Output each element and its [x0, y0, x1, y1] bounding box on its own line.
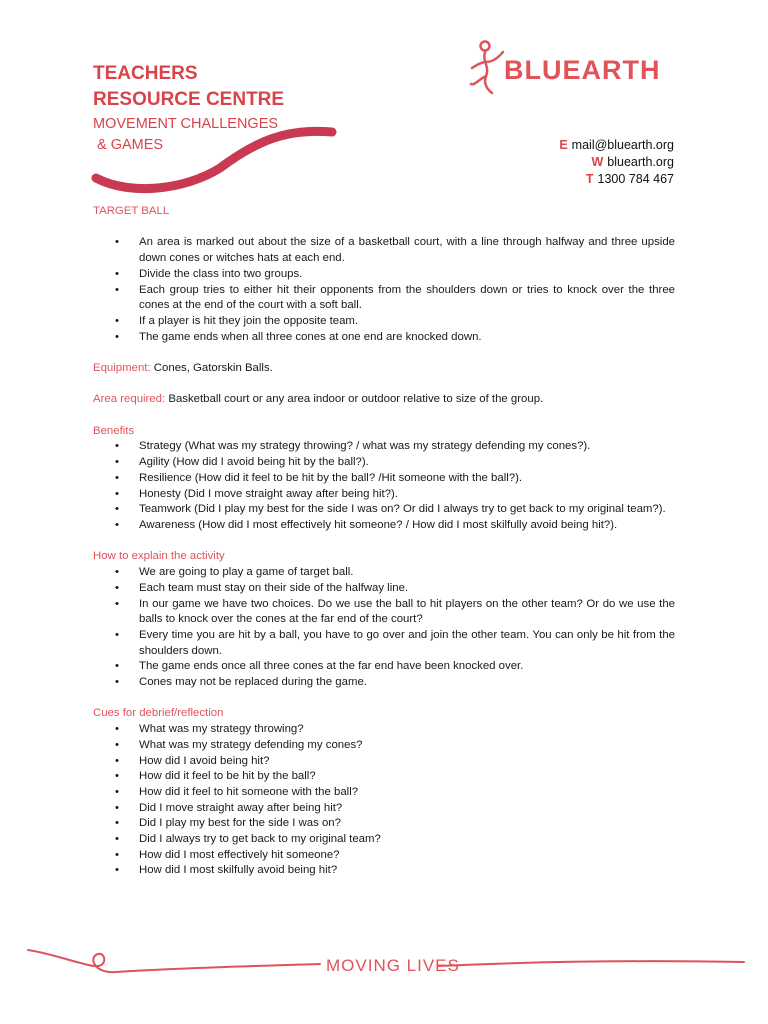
- footer-line-right-icon: [436, 950, 748, 980]
- list-item: • Honesty (Did I move straight away after being hit?).: [93, 487, 675, 503]
- list-item: • How did I avoid being hit?: [93, 754, 675, 770]
- footer-moving-lives: MOVING LIVES: [326, 956, 460, 975]
- list-item: • Did I always try to get back to my original team?: [93, 832, 675, 848]
- list-item: • Each group tries to either hit their opponents from the shoulders down or tries to knock over the three cones at the end of the court with a soft ball.: [93, 283, 675, 314]
- list-item: • How did I most effectively hit someone?: [93, 848, 675, 864]
- description-list: [93, 235, 675, 345]
- list-item: • What was my strategy defending my cones?: [93, 738, 675, 754]
- list-item: • What was my strategy throwing?: [93, 722, 675, 738]
- cues-heading: Cues for debrief/reflection: [93, 707, 224, 720]
- list-item: • Awareness (How did I most effectively hit someone? / How did I most skilfully avoid being hit?).: [93, 518, 675, 534]
- list-item: • Every time you are hit by a ball, you have to go over and join the other team. You can only be hit from the shoulders down.: [93, 628, 675, 659]
- page-title: [93, 61, 284, 113]
- subtitle-line-1: MOVEMENT CHALLENGES: [93, 116, 279, 132]
- header-swoosh-icon: [90, 120, 340, 200]
- benefits-list: [93, 439, 675, 533]
- contact-web[interactable]: bluearth.org: [607, 155, 674, 169]
- benefits-heading: Benefits: [93, 424, 135, 437]
- equipment-line: [93, 361, 675, 377]
- equipment-value: Cones, Gatorskin Balls.: [153, 362, 273, 374]
- list-item: • Divide the class into two groups.: [93, 267, 675, 283]
- activity-content: [93, 204, 675, 879]
- title-line-2: RESOURCE CENTRE: [93, 89, 285, 110]
- list-item: • An area is marked out about the size of a basketball court, with a line through halfway and three upside down cones or witches hats at each end.: [93, 235, 675, 266]
- contact-block: [559, 137, 674, 188]
- area-label: Area required:: [93, 393, 166, 406]
- list-item: • Strategy (What was my strategy throwing? / what was my strategy defending my cones?).: [93, 439, 675, 455]
- list-item: • How did it feel to be hit by the ball?: [93, 769, 675, 785]
- list-item: • How did it feel to hit someone with the ball?: [93, 785, 675, 801]
- explain-heading: How to explain the activity: [93, 550, 225, 563]
- list-item: • How did I most skilfully avoid being hit?: [93, 863, 675, 879]
- equipment-label: Equipment:: [93, 362, 151, 374]
- bluearth-logo-text: BLUEARTH: [504, 55, 661, 85]
- list-item: • Agility (How did I avoid being hit by the ball?).: [93, 455, 675, 471]
- area-line: [93, 392, 675, 408]
- contact-phone: 1300 784 467: [597, 172, 674, 186]
- activity-title: TARGET BALL: [93, 205, 170, 217]
- contact-web-row: W bluearth.org: [591, 155, 674, 169]
- footer-line-left-icon: [24, 940, 324, 990]
- title-line-1: TEACHERS: [93, 63, 198, 84]
- list-item: • We are going to play a game of target ball.: [93, 565, 675, 581]
- contact-phone-row: T 1300 784 467: [585, 172, 674, 186]
- list-item: • Did I play my best for the side I was on?: [93, 816, 675, 832]
- list-item: • Did I move straight away after being hit?: [93, 801, 675, 817]
- contact-email-row: E mail@bluearth.org: [559, 138, 674, 152]
- list-item: • If a player is hit they join the opposite team.: [93, 314, 675, 330]
- bluearth-figure-icon: [468, 40, 506, 96]
- list-item: • Cones may not be replaced during the game.: [93, 675, 675, 691]
- list-item: • Resilience (How did it feel to be hit by the ball? /Hit someone with the ball?).: [93, 471, 675, 487]
- list-item: • In our game we have two choices. Do we use the ball to hit players on the other team? Or do we use the balls to knock over the cones at the far end of the court?: [93, 597, 675, 628]
- explain-list: [93, 565, 675, 691]
- list-item: • Teamwork (Did I play my best for the side I was on? Or did I always try to get back to my original team?).: [93, 502, 675, 518]
- contact-email[interactable]: mail@bluearth.org: [571, 138, 674, 152]
- area-value: Basketball court or any area indoor or outdoor relative to size of the group.: [168, 393, 544, 406]
- list-item: • The game ends once all three cones at the far end have been knocked over.: [93, 659, 675, 675]
- cues-list: [93, 722, 675, 879]
- list-item: • The game ends when all three cones at one end are knocked down.: [93, 330, 675, 346]
- list-item: • Each team must stay on their side of the halfway line.: [93, 581, 675, 597]
- subtitle-line-2: & GAMES: [97, 137, 164, 153]
